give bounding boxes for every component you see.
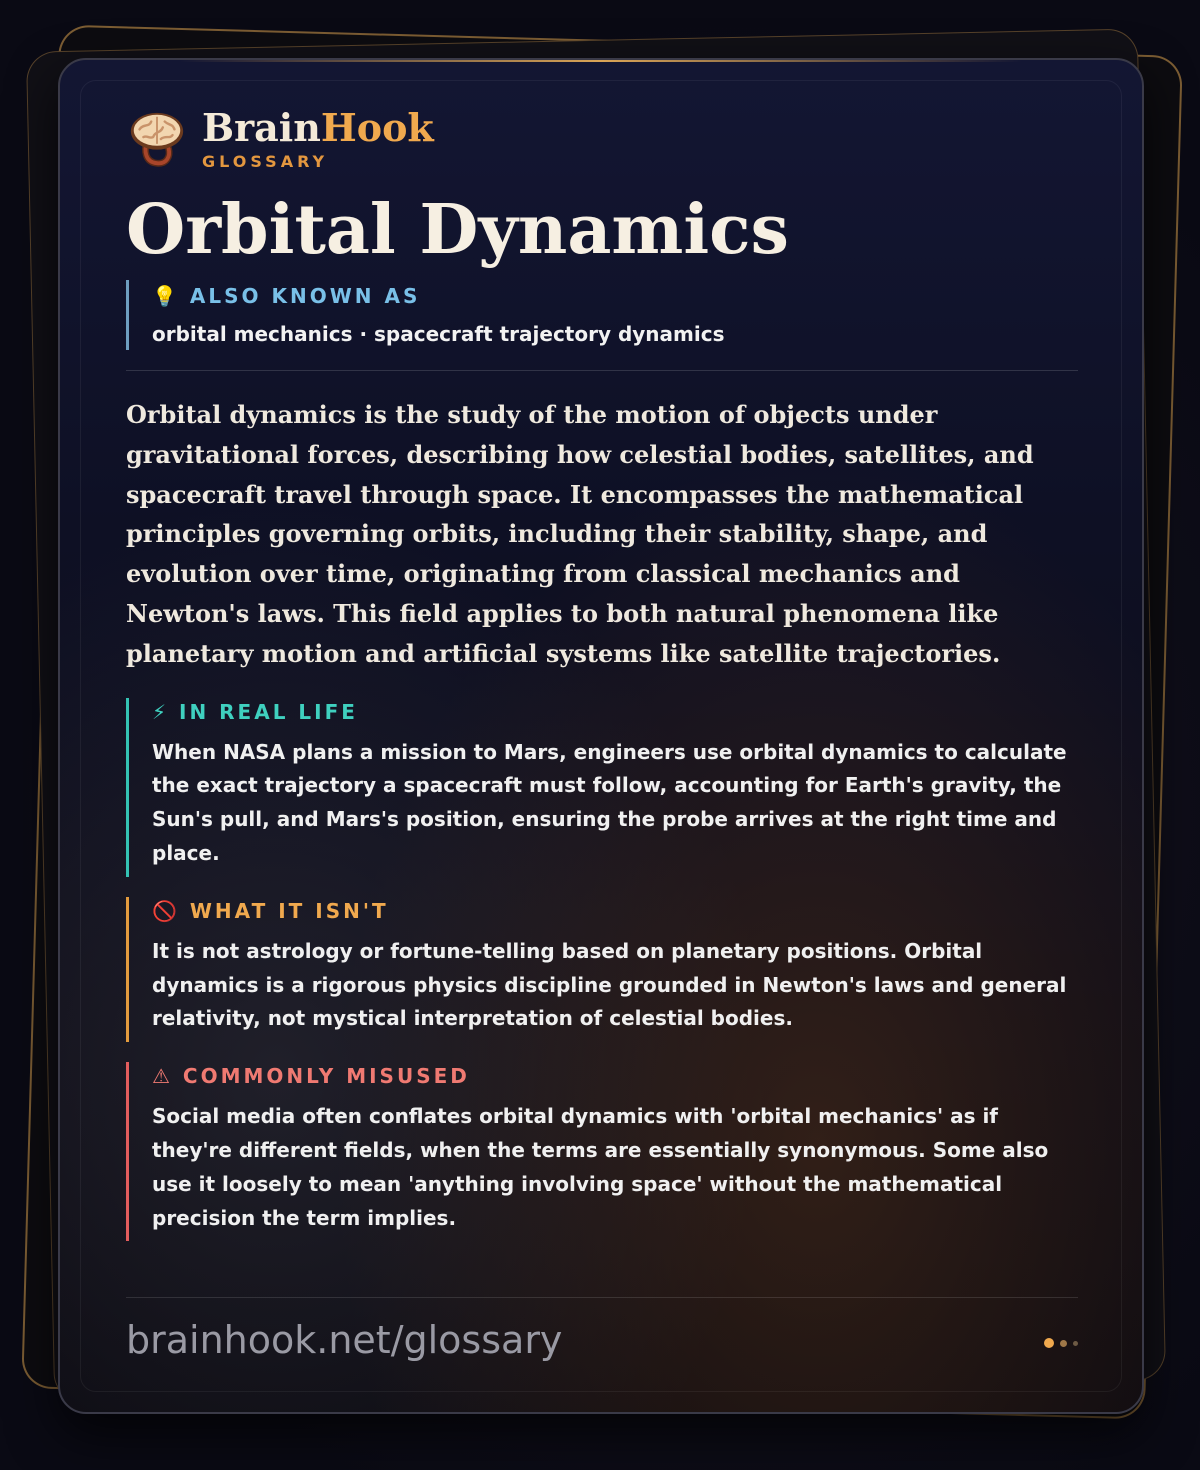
what-it-isnt-label-text: WHAT IT ISN'T	[189, 898, 389, 923]
what-it-isnt-label	[152, 899, 1078, 923]
also-known-as-text: orbital mechanics · spacecraft trajectory dynamics	[152, 322, 725, 346]
brand-name-hook: Hook	[320, 104, 434, 150]
term-title: Orbital Dynamics	[126, 190, 789, 270]
card-content	[126, 104, 1078, 1261]
footer-url-link[interactable]: brainhook.net/glossary	[126, 1318, 563, 1362]
brain-hook-icon	[126, 108, 188, 170]
commonly-misused-label-text: COMMONLY MISUSED	[182, 1064, 470, 1089]
page-dot-active	[1044, 1338, 1054, 1348]
lightbulb-icon: 💡	[152, 284, 180, 308]
also-known-as-label	[152, 284, 1078, 308]
lightning-icon: ⚡	[152, 699, 170, 724]
commonly-misused-label	[152, 1064, 1078, 1088]
definition-text: Orbital dynamics is the study of the motion of objects under gravitational forces, describing how celestial bodies, satellites, and spacecraft travel through space. It encompasses the mathematical principles governing orbits, including their stability, shape, and evolution over time, originating from classical mechanics and Newton's laws. This field applies to both natural phenomena like planetary motion and artificial systems like satellite trajectories.	[126, 400, 1034, 668]
brand-name-brain: Brain	[202, 104, 321, 150]
brand-name	[202, 104, 434, 150]
in-real-life-label-text: IN REAL LIFE	[179, 699, 358, 724]
card-footer	[126, 1297, 1078, 1388]
no-entry-icon: 🚫	[152, 898, 180, 923]
section-divider	[126, 370, 1078, 371]
what-it-isnt-block	[126, 897, 1078, 1042]
in-real-life-block	[126, 698, 1078, 877]
brand-subtitle: GLOSSARY	[202, 151, 329, 171]
page-dot	[1060, 1340, 1067, 1347]
in-real-life-label	[152, 700, 1078, 724]
glossary-card	[58, 58, 1144, 1414]
in-real-life-text: When NASA plans a mission to Mars, engineers use orbital dynamics to calculate the exact trajectory a spacecraft must follow, accounting for Earth's gravity, the Sun's pull, and Mars's position, ensuring the probe arrives at the right time and place.	[152, 739, 1067, 865]
brand-header	[126, 104, 1078, 174]
commonly-misused-block	[126, 1062, 1078, 1241]
what-it-isnt-text: It is not astrology or fortune-telling based on planetary positions. Orbital dynamics is a rigorous physics discipline grounded in Newton's laws and general relativity, not mystical interpretation of celestial bodies.	[152, 938, 1067, 1031]
warning-icon: ⚠	[152, 1064, 173, 1089]
commonly-misused-text: Social media often conflates orbital dynamics with 'orbital mechanics' as if they're different fields, when the terms are essentially synonymous. Some also use it loosely to mean 'anything involving space' without the mathematical precision the term implies.	[152, 1104, 1049, 1230]
page-dot	[1073, 1341, 1078, 1346]
also-known-as-label-text: ALSO KNOWN AS	[189, 284, 421, 308]
page-dots	[1038, 1338, 1078, 1348]
also-known-as-block	[126, 280, 1078, 350]
